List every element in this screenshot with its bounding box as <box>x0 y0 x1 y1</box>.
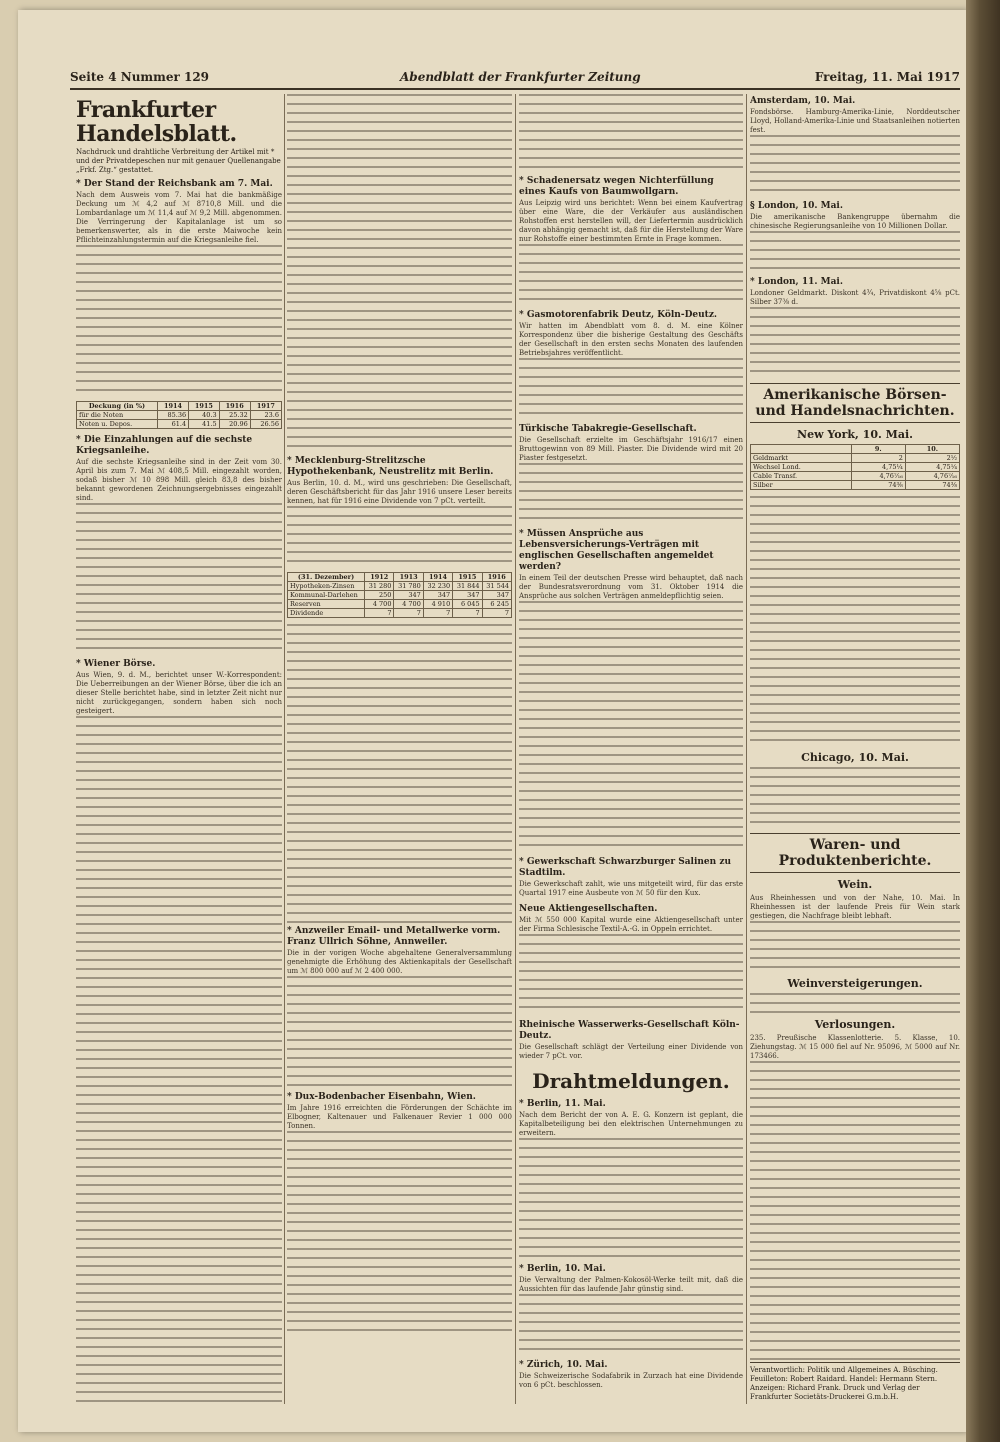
article-title: * Wiener Börse. <box>76 659 156 669</box>
masthead-subtitle: Nachdruck und drahtliche Verbreitung der Artikel mit * und der Privatdepeschen nur mit genauer Quellenangabe „Frkf. Ztg.“ gestattet. <box>76 148 281 174</box>
stock-listing-lines <box>750 496 960 746</box>
column-4 <box>750 94 960 1404</box>
issue-date: Freitag, 11. Mai 1917 <box>814 70 960 84</box>
table-header: 1916 <box>219 402 250 411</box>
column-rule <box>746 94 747 1404</box>
table-row <box>288 600 512 609</box>
article <box>750 277 960 377</box>
article-text: Nach dem Ausweis vom 7. Mai hat die bankmäßige Deckung um ℳ 4,2 auf ℳ 8710,8 Mill. und die Lombardanlage um ℳ 11,4 auf ℳ 9,2 Mill. abgenommen. Die Verringerung der Kapitalanlage ist um so bemerkenswerter, als in die erste Maiwoche kein Pflichteinzahlungstermin auf die Kriegsanleihe fiel. <box>76 191 282 244</box>
text-lines <box>519 1138 743 1258</box>
table-cell: 31 780 <box>394 582 423 591</box>
draht-item-text: Die Verwaltung der Palmen-Kokosöl-Werke teilt mit, daß die Aussichten für das laufende Jahr günstig sind. <box>519 1276 743 1293</box>
table-header: 1914 <box>157 402 188 411</box>
table-cell: 347 <box>453 591 482 600</box>
table-cell: 32 230 <box>423 582 452 591</box>
draht-item-text: Die Schweizerische Sodafabrik in Zurzach hat eine Dividende von 6 pCt. beschlossen. <box>519 1372 743 1389</box>
article-title: Amsterdam, 10. Mai. <box>750 96 856 106</box>
masthead: Frankfurter Handelsblatt. <box>76 97 237 147</box>
article-text: Fondsbörse. Hamburg-Amerika-Linie, Norddeutscher Lloyd, Holland-Amerika-Linie und Staatsanleihen notierten fest. <box>750 108 960 134</box>
text-lines <box>519 358 743 418</box>
table-header <box>751 445 852 454</box>
article-text: Wir hatten im Abendblatt vom 8. d. M. eine Kölner Korrespondenz über die bisherige Gestaltung des Geschäfts der Gesellschaft in den ersten sechs Monaten des laufenden Betriebsjahres veröffentlicht. <box>519 322 743 357</box>
article <box>519 904 743 1014</box>
column-3 <box>519 94 743 1404</box>
article-text: Mit ℳ 550 000 Kapital wurde eine Aktiengesellschaft unter der Firma Schlesische Textil-A.-G. in Oppeln errichtet. <box>519 916 743 933</box>
table-cell: 31 844 <box>453 582 482 591</box>
table-cell: für die Noten <box>77 411 158 420</box>
text-lines <box>287 1131 512 1331</box>
article <box>750 1034 960 1361</box>
article <box>76 179 282 395</box>
table-row <box>77 411 282 420</box>
table-cell: 4 700 <box>365 600 394 609</box>
draht-item <box>519 1360 743 1390</box>
table-cell: 6 045 <box>453 600 482 609</box>
table-cell: 41.5 <box>189 420 220 429</box>
table-cell: Silber <box>751 481 852 490</box>
chicago-heading: Chicago, 10. Mai. <box>801 751 909 764</box>
text-lines <box>750 307 960 377</box>
stock-listing-lines <box>750 767 960 827</box>
table-header: 9. <box>851 445 905 454</box>
drahtmeldungen-heading: Drahtmeldungen. <box>532 1069 730 1093</box>
table-cell: 31 544 <box>482 582 511 591</box>
table-cell: 4,75¼ <box>905 463 959 472</box>
section-heading-amerika: Amerikanische Börsen- und Handelsnachrichten. <box>750 383 960 423</box>
column-rule <box>284 94 285 1404</box>
table-cell: 347 <box>482 591 511 600</box>
newspaper-title: Abendblatt der Frankfurter Zeitung <box>400 70 641 84</box>
table-cell: Hypotheken-Zinsen <box>288 582 365 591</box>
table-cell: 347 <box>394 591 423 600</box>
column-rule <box>515 94 516 1404</box>
table-cell: 85.36 <box>157 411 188 420</box>
article-text: 235. Preußische Klassenlotterie. 5. Klasse, 10. Ziehungstag. ℳ 15 000 fiel auf Nr. 95096, ℳ 5000 auf Nr. 173466. <box>750 1034 960 1060</box>
table-cell: Wechsel Lond. <box>751 463 852 472</box>
text-lines <box>519 463 743 523</box>
table-cell: 7 <box>394 609 423 618</box>
wein-heading: Wein. <box>837 878 873 891</box>
table-row <box>77 420 282 429</box>
table-header: 1912 <box>365 573 394 582</box>
table-cell: 347 <box>423 591 452 600</box>
article-title: * Gasmotorenfabrik Deutz, Köln-Deutz. <box>519 310 718 320</box>
table-cell: 250 <box>365 591 394 600</box>
text-lines <box>287 624 512 924</box>
draht-item <box>519 1099 743 1258</box>
table-cell: 4 700 <box>394 600 423 609</box>
lottery-number-lines <box>750 1061 960 1361</box>
draht-item-title: * Berlin, 11. Mai. <box>519 1099 606 1109</box>
imprint: Verantwortlich: Politik und Allgemeines A. Büsching. Feuilleton: Robert Raidard. Handel: Hermann Stern. Anzeigen: Richard Frank. Druck und Verlag der Frankfurter Societäts-Druckerei G.m.b.H. <box>750 1362 960 1402</box>
table-cell: 4,76⁷⁄₁₆ <box>851 472 905 481</box>
article-title: Türkische Tabakregie-Gesellschaft. <box>519 424 697 434</box>
table-cell: 20.96 <box>219 420 250 429</box>
article-text: In einem Teil der deutschen Presse wird behauptet, daß nach der Bundesratsverordnung vom 31. Oktober 1914 die Ansprüche aus solchen Verträgen anmeldepflichtig seien. <box>519 574 743 600</box>
text-lines <box>519 934 743 1014</box>
text-lines <box>519 94 743 174</box>
table-cell: Noten u. Depos. <box>77 420 158 429</box>
article-title: * London, 11. Mai. <box>750 277 843 287</box>
table-cell: 6 245 <box>482 600 511 609</box>
article-text: Aus Wien, 9. d. M., berichtet unser W.-Korrespondent: Die Ueberreibungen an der Wiener Börse, über die ich an dieser Stelle berichtet habe, sind in letzter Zeit nicht nur nicht zurückgegangen, sondern haben sich noch gesteigert. <box>76 671 282 715</box>
table-row <box>288 582 512 591</box>
text-lines <box>750 135 960 195</box>
article-text: Auf die sechste Kriegsanleihe sind in der Zeit vom 30. April bis zum 7. Mai ℳ 408,5 Mill. eingezahlt worden, sodaß bisher ℳ 10 898 Mill. gleich 83,8 des bisher bekannt gewordenen Zeichnungsergebnisses eingezahlt sind. <box>76 458 282 502</box>
text-lines <box>287 94 512 454</box>
article-text: Aus Rheinhessen und von der Nahe, 10. Mai. In Rheinhessen ist der laufende Preis für Wein stark gestiegen, die Nachfrage bleibt lebhaft. <box>750 894 960 920</box>
table-cell: 2½ <box>905 454 959 463</box>
article <box>519 424 743 523</box>
draht-item-text: Nach dem Bericht der von A. E. G. Konzern ist geplant, die Kapitalbeteiligung bei den elektrischen Unternehmungen zu erweitern. <box>519 1111 743 1137</box>
text-lines <box>750 993 960 1013</box>
column-2 <box>287 94 512 1404</box>
table-cell: 40.3 <box>189 411 220 420</box>
article-title: * Müssen Ansprüche aus Lebensversicherungs-Verträgen mit englischen Gesellschaften angemeldet werden? <box>519 529 714 572</box>
table-cell: Dividende <box>288 609 365 618</box>
table-header: 1917 <box>250 402 281 411</box>
weinversteigerungen-heading: Weinversteigerungen. <box>787 977 923 990</box>
article-text: Aus Berlin, 10. d. M., wird uns geschrieben: Die Gesellschaft, deren Geschäftsbericht für das Jahr 1916 unsere Leser bereits kennen, hat für 1916 eine Dividende von 7 pCt. verteilt. <box>287 479 512 505</box>
table-header: 1914 <box>423 573 452 582</box>
table-cell: 7 <box>423 609 452 618</box>
table-cell: Reserven <box>288 600 365 609</box>
article <box>750 96 960 195</box>
article-text: Die Gewerkschaft zahlt, wie uns mitgeteilt wird, für das erste Quartal 1917 eine Ausbeute von ℳ 50 für den Kux. <box>519 880 743 897</box>
table-cell: 4 910 <box>423 600 452 609</box>
text-lines <box>519 244 743 304</box>
table-cell: 7 <box>482 609 511 618</box>
table-cell: Cable Transf. <box>751 472 852 481</box>
table-cell: 7 <box>453 609 482 618</box>
table-cell: 7 <box>365 609 394 618</box>
article-text: Die Gesellschaft erzielte im Geschäftsjahr 1916/17 einen Bruttogewinn von 89 Mill. Piaster. Die Dividende wird mit 20 Piaster festgesetzt. <box>519 436 743 462</box>
article <box>519 1020 743 1061</box>
table-cell: 4,76⁷⁄₁₆ <box>905 472 959 481</box>
article <box>519 857 743 898</box>
table-row <box>751 472 960 481</box>
deckung-table <box>76 401 282 429</box>
article <box>519 310 743 418</box>
text-lines <box>750 921 960 971</box>
newyork-table <box>750 444 960 490</box>
article <box>287 456 512 566</box>
column-1 <box>76 94 282 1404</box>
article <box>76 435 282 653</box>
table-cell: 74⅜ <box>905 481 959 490</box>
table-cell: Kommunal-Darlehen <box>288 591 365 600</box>
table-row <box>288 609 512 618</box>
article-title: * Schadenersatz wegen Nichterfüllung eines Kaufs von Baumwollgarn. <box>519 176 714 197</box>
article-title: * Dux-Bodenbacher Eisenbahn, Wien. <box>287 1092 476 1102</box>
article-text: Die Gesellschaft schlägt der Verteilung einer Dividende von wieder 7 pCt. vor. <box>519 1043 743 1060</box>
table-cell: Geldmarkt <box>751 454 852 463</box>
text-lines <box>287 976 512 1086</box>
table-row <box>751 454 960 463</box>
article <box>287 1092 512 1331</box>
text-lines <box>76 716 282 1404</box>
article <box>76 659 282 1404</box>
article <box>750 201 960 271</box>
article-title: * Anzweiler Email- und Metallwerke vorm. Franz Ullrich Söhne, Annweiler. <box>287 926 501 947</box>
article-title: * Die Einzahlungen auf die sechste Kriegsanleihe. <box>76 435 253 456</box>
article-title: * Mecklenburg-Strelitzsche Hypothekenbank, Neustrelitz mit Berlin. <box>287 456 494 477</box>
article-text: Die in der vorigen Woche abgehaltene Generalversammlung genehmigte die Erhöhung des Aktienkapitals der Gesellschaft um ℳ 800 000 auf ℳ 2 400 000. <box>287 949 512 975</box>
table-header: 1915 <box>189 402 220 411</box>
text-lines <box>287 506 512 566</box>
text-lines <box>750 231 960 271</box>
table-cell: 74⅜ <box>851 481 905 490</box>
table-header: 1913 <box>394 573 423 582</box>
article-title: Neue Aktiengesellschaften. <box>519 904 658 914</box>
table-cell: 2 <box>851 454 905 463</box>
text-lines <box>76 245 282 395</box>
table-header: (31. Dezember) <box>288 573 365 582</box>
article <box>519 529 743 851</box>
section-heading-waren: Waren- und Produktenberichte. <box>750 833 960 873</box>
table-cell: 23.6 <box>250 411 281 420</box>
article-title: * Der Stand der Reichsbank am 7. Mai. <box>76 179 273 189</box>
table-row <box>751 463 960 472</box>
article-text: Londoner Geldmarkt. Diskont 4¾, Privatdiskont 4⅝ pCt. Silber 37⅜ d. <box>750 289 960 306</box>
table-row <box>288 591 512 600</box>
text-lines <box>76 503 282 653</box>
table-header: 1915 <box>453 573 482 582</box>
verlosungen-heading: Verlosungen. <box>814 1018 896 1031</box>
draht-item-title: * Zürich, 10. Mai. <box>519 1360 608 1370</box>
table-cell: 4,75¼ <box>851 463 905 472</box>
article <box>287 926 512 1086</box>
article-text: Die amerikanische Bankengruppe übernahm die chinesische Regierungsanleihe von 10 Millionen Dollar. <box>750 213 960 230</box>
table-row <box>751 481 960 490</box>
article <box>750 894 960 971</box>
article-title: * Gewerkschaft Schwarzburger Salinen zu Stadtilm. <box>519 857 731 878</box>
table-header: Deckung (in %) <box>77 402 158 411</box>
hypothekenbank-table <box>287 572 512 618</box>
table-cell: 25.32 <box>219 411 250 420</box>
text-lines <box>519 1294 743 1354</box>
draht-item-title: * Berlin, 10. Mai. <box>519 1264 606 1274</box>
book-binding <box>966 0 1000 1442</box>
draht-item <box>519 1264 743 1354</box>
text-lines <box>519 601 743 851</box>
table-header: 10. <box>905 445 959 454</box>
table-cell: 61.4 <box>157 420 188 429</box>
table-cell: 26.56 <box>250 420 281 429</box>
article <box>519 176 743 304</box>
page-header <box>70 68 960 90</box>
article-text: Aus Leipzig wird uns berichtet: Wenn bei einem Kaufvertrag über eine Ware, die der Verkäufer aus ausländischen Rohstoffen erst herstellen will, der Liefertermin ausdrücklich davon abhängig gemacht ist, daß für die Herstellung der Ware nur Rohstoffe einer bestimmten Ernte in Frage kommen. <box>519 199 743 243</box>
article-title: Rheinische Wasserwerks-Gesellschaft Köln-Deutz. <box>519 1020 740 1041</box>
newyork-heading: New York, 10. Mai. <box>797 428 913 441</box>
table-cell: 31 280 <box>365 582 394 591</box>
article-text: Im Jahre 1916 erreichten die Förderungen der Schächte im Elbogner, Kaltenauer und Falkenauer Revier 1 000 000 Tonnen. <box>287 1104 512 1130</box>
table-header: 1916 <box>482 573 511 582</box>
article-title: § London, 10. Mai. <box>750 201 843 211</box>
page-number: Seite 4 Nummer 129 <box>70 70 210 84</box>
